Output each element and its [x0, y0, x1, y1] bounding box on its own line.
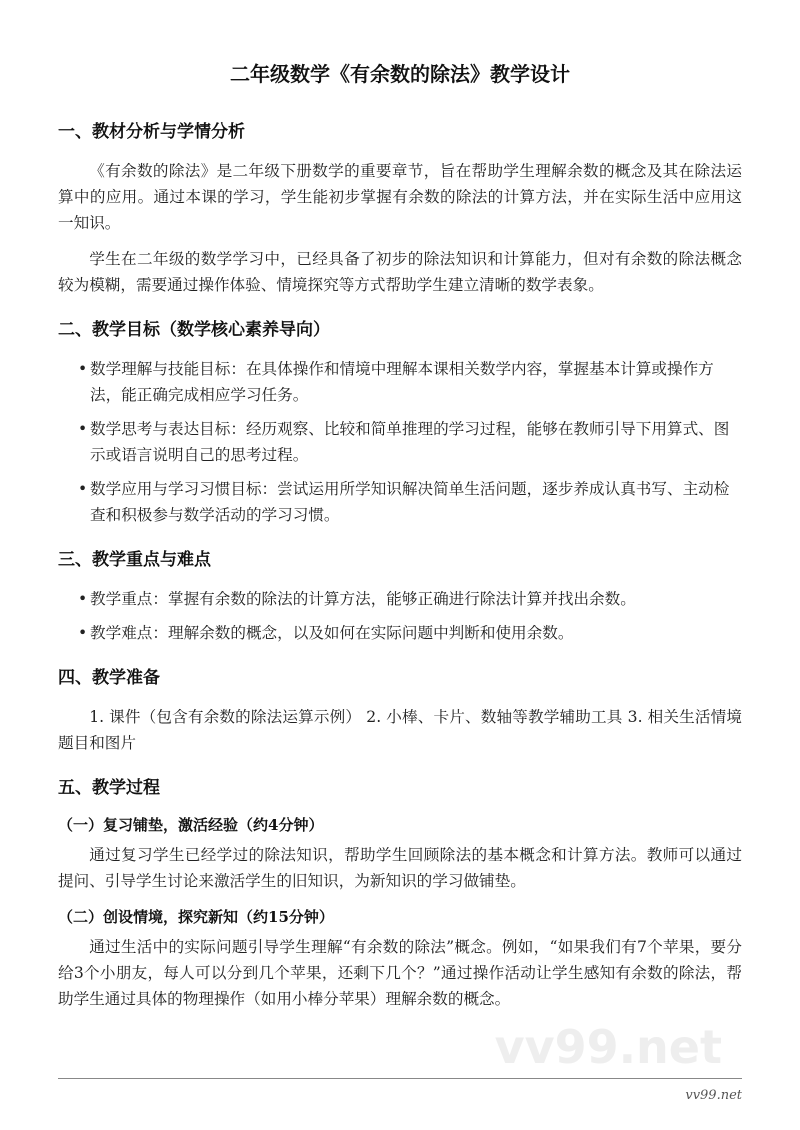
section-2-list: [58, 356, 742, 528]
footer-site-label: vv99.net: [685, 1088, 742, 1103]
list-item: [58, 416, 742, 468]
bullet-icon: •: [78, 624, 88, 642]
subsection-2-paragraph: 通过生活中的实际问题引导学生理解“有余数的除法”概念。例如，“如果我们有7个苹果，要分给3个小朋友，每人可以分到几个苹果，还剩下几个？”通过操作活动让学生感知有余数的除法，帮助学生通过具体的物理操作（如用小棒分苹果）理解余数的概念。: [58, 938, 742, 1008]
bullet-icon: •: [78, 360, 88, 378]
section-1-paragraph-1: 《有余数的除法》是二年级下册数学的重要章节，旨在帮助学生理解余数的概念及其在除法运算中的应用。通过本课的学习，学生能初步掌握有余数的除法的计算方法，并在实际生活中应用这一知识。: [58, 162, 742, 232]
bullet-icon: •: [78, 480, 88, 498]
section-1-heading: 一、教材分析与学情分析: [58, 122, 245, 142]
list-item-text: 教学难点：理解余数的概念，以及如何在实际问题中判断和使用余数。: [90, 624, 574, 642]
section-4-paragraph: 1. 课件（包含有余数的除法运算示例） 2. 小棒、卡片、数轴等教学辅助工具 3. 相关生活情境题目和图片: [58, 708, 742, 752]
section-4-heading: 四、教学准备: [58, 668, 160, 688]
subsection-1-heading: （一）复习铺垫，激活经验（约4分钟）: [58, 816, 324, 834]
section-3-list: [58, 586, 742, 646]
section-2-heading: 二、教学目标（数学核心素养导向）: [58, 320, 330, 340]
list-item-text: 数学应用与学习习惯目标：尝试运用所学知识解决简单生活问题，逐步养成认真书写、主动检查和积极参与数学活动的学习习惯。: [90, 480, 730, 524]
page-title: 二年级数学《有余数的除法》教学设计: [230, 62, 570, 86]
subsection-1-paragraph: 通过复习学生已经学过的除法知识，帮助学生回顾除法的基本概念和计算方法。教师可以通过提问、引导学生讨论来激活学生的旧知识，为新知识的学习做铺垫。: [58, 846, 742, 890]
bullet-icon: •: [78, 590, 88, 608]
section-1-paragraph-2: 学生在二年级的数学学习中，已经具备了初步的除法知识和计算能力，但对有余数的除法概念较为模糊，需要通过操作体验、情境探究等方式帮助学生建立清晰的数学表象。: [58, 250, 742, 294]
bullet-icon: •: [78, 420, 88, 438]
list-item: [58, 620, 742, 646]
section-5-heading: 五、教学过程: [58, 778, 160, 798]
footer-divider: [58, 1078, 742, 1079]
watermark-row: [58, 1022, 722, 1072]
subsection-2-heading: （二）创设情境，探究新知（约15分钟）: [58, 908, 334, 926]
list-item: [58, 476, 742, 528]
list-item: [58, 586, 742, 612]
watermark: vv99.net: [494, 1020, 722, 1074]
list-item: [58, 356, 742, 408]
section-3-heading: 三、教学重点与难点: [58, 550, 211, 570]
list-item-text: 数学理解与技能目标：在具体操作和情境中理解本课相关数学内容，掌握基本计算或操作方法，能正确完成相应学习任务。: [90, 360, 714, 404]
list-item-text: 数学思考与表达目标：经历观察、比较和简单推理的学习过程，能够在教师引导下用算式、图示或语言说明自己的思考过程。: [90, 420, 730, 464]
list-item-text: 教学重点：掌握有余数的除法的计算方法，能够正确进行除法计算并找出余数。: [90, 590, 636, 608]
